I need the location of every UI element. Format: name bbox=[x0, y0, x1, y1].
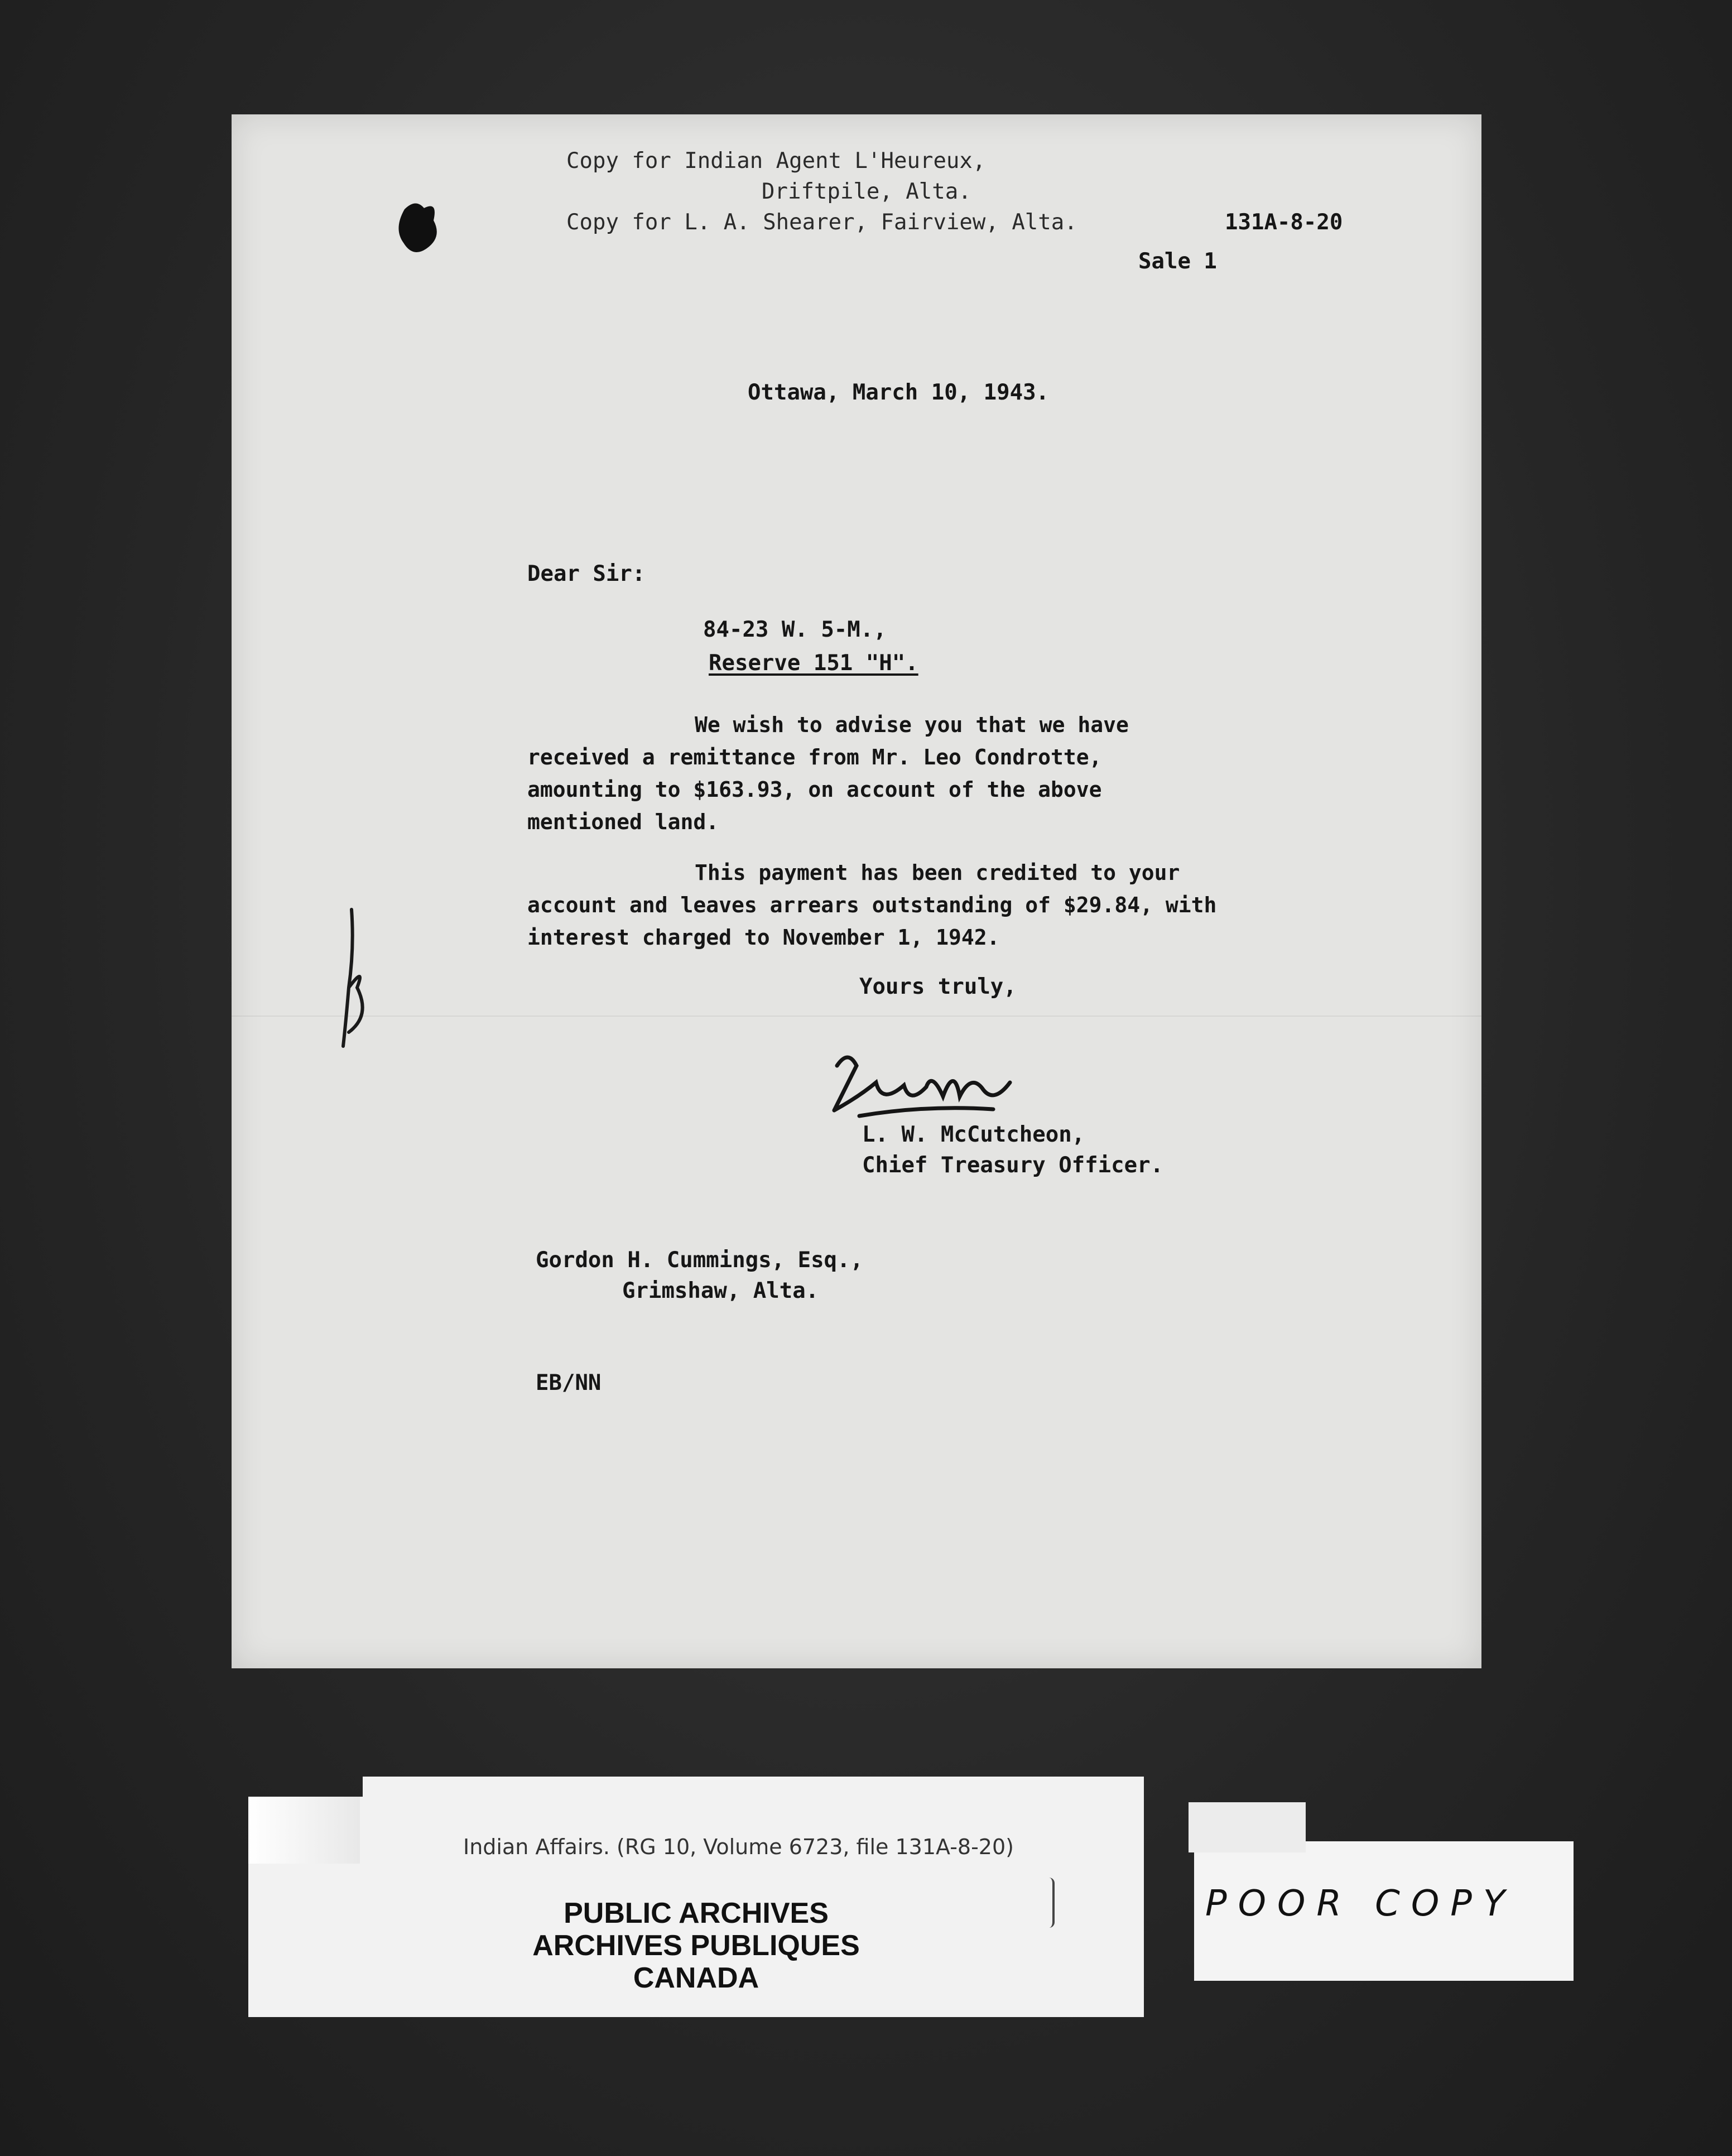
paragraph-payment: This payment has been credited to your account and leaves arrears outstanding of $29.84, with interest charged to November 1, 1942. bbox=[527, 860, 1217, 950]
addressee-place: Grimshaw, Alta. bbox=[622, 1278, 819, 1303]
copy-line-agent: Copy for Indian Agent L'Heureux, bbox=[566, 148, 986, 174]
sale-label: Sale 1 bbox=[1138, 249, 1217, 274]
archive-label-top bbox=[363, 1777, 1144, 1875]
file-number: 131A-8-20 bbox=[1225, 210, 1343, 235]
archive-line-fr: ARCHIVES PUBLIQUES bbox=[532, 1929, 860, 1962]
poor-copy-label bbox=[1194, 1841, 1574, 1981]
closing: Yours truly, bbox=[859, 974, 1017, 999]
copy-line-agent-place: Driftpile, Alta. bbox=[762, 179, 971, 204]
ink-blot-icon bbox=[393, 198, 444, 259]
paragraph-remittance: We wish to advise you that we have received a remittance from Mr. Leo Condrotte, amounting to $163.93, on account of the above mentioned land. bbox=[527, 713, 1129, 834]
label-tab bbox=[1189, 1802, 1306, 1852]
subject-land-description: 84-23 W. 5-M., bbox=[703, 617, 887, 642]
poor-copy-text: POOR COPY bbox=[1205, 1883, 1516, 1924]
typist-initials: EB/NN bbox=[536, 1370, 602, 1395]
signatory-title: Chief Treasury Officer. bbox=[862, 1153, 1164, 1178]
signatory-name: L. W. McCutcheon, bbox=[862, 1122, 1085, 1147]
signature-icon bbox=[826, 1043, 1027, 1127]
archive-line-country: CANADA bbox=[633, 1962, 759, 1994]
bracket-mark bbox=[1049, 1878, 1055, 1928]
letter-date: Ottawa, March 10, 1943. bbox=[748, 380, 1050, 405]
archive-stamp-text bbox=[248, 1897, 1144, 1994]
addressee-name: Gordon H. Cummings, Esq., bbox=[536, 1248, 863, 1273]
margin-mark-icon bbox=[332, 904, 371, 1055]
salutation: Dear Sir: bbox=[527, 561, 646, 586]
archive-label bbox=[248, 1797, 1144, 2017]
paper-fold-line bbox=[232, 1016, 1481, 1017]
archive-line-en: PUBLIC ARCHIVES bbox=[564, 1897, 829, 1929]
letter-page bbox=[232, 114, 1481, 1668]
label-edge bbox=[248, 1797, 360, 1864]
copy-line-shearer: Copy for L. A. Shearer, Fairview, Alta. bbox=[566, 210, 1077, 235]
subject-reserve: Reserve 151 "H". bbox=[709, 651, 918, 676]
archive-reference: Indian Affairs. (RG 10, Volume 6723, file 131A-8-20) bbox=[463, 1835, 1014, 1859]
